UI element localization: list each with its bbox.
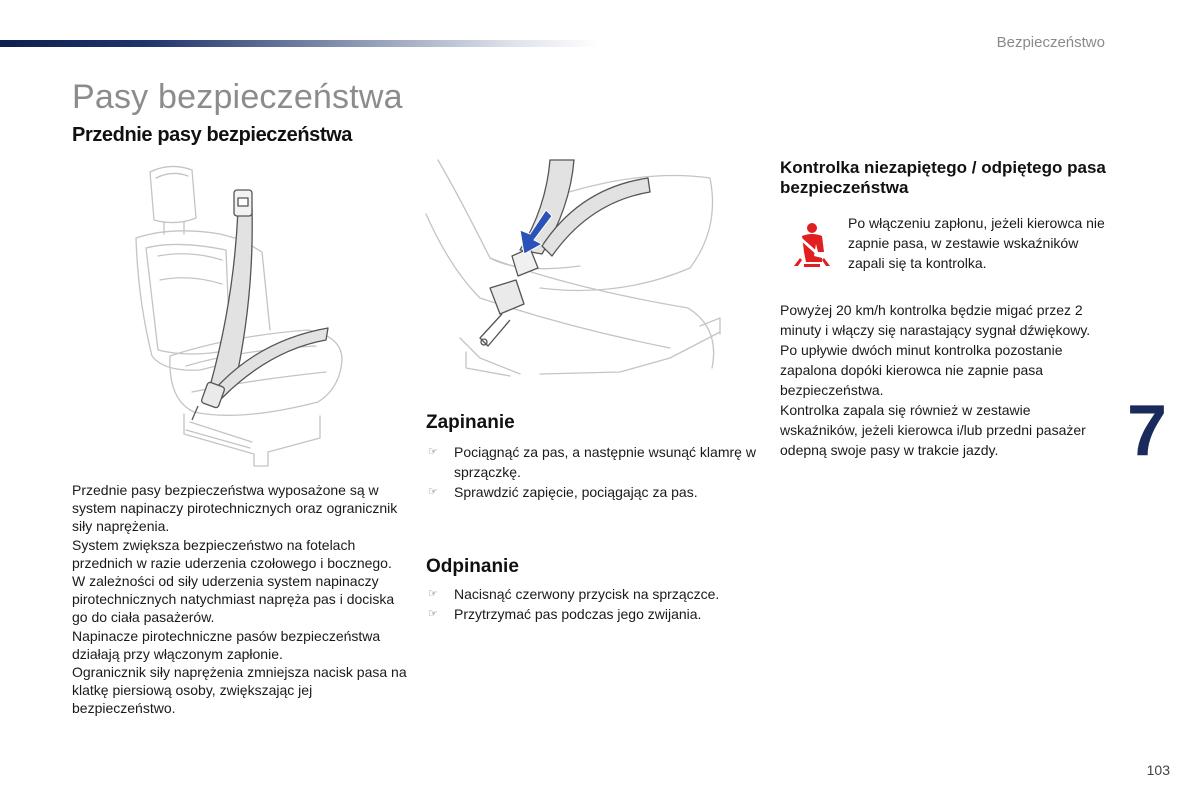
header-accent-bar (0, 40, 600, 47)
step-text: Nacisnąć czerwony przycisk na sprzączce. (454, 586, 720, 602)
warning-light-heading: Kontrolka niezapiętego / odpiętego pasa bezpieczeństwa (780, 158, 1106, 197)
paragraph: Napinacze pirotechniczne pasów bezpieczeństwa działają przy włączonym zapłonie. (72, 627, 381, 662)
page-subtitle: Przednie pasy bezpieczeństwa (72, 124, 353, 146)
fastening-heading: Zapinanie (426, 412, 515, 433)
paragraph: Kontrolka zapala się również w zestawie wskaźników, jeżeli kierowca i/lub przedni pasażer odepną swoje pasy w trakcie jazdy. (780, 402, 1086, 458)
paragraph: Ogranicznik siły naprężenia zmniejsza nacisk pasa na klatkę piersiową osoby, zwiększając jej bezpieczeństwo. (72, 664, 407, 717)
pointing-hand-icon: ☞ (428, 446, 438, 458)
list-item (426, 442, 756, 482)
step-text: Sprawdzić zapięcie, pociągając za pas. (454, 484, 698, 500)
unfastening-steps (426, 584, 756, 624)
pointing-hand-icon: ☞ (428, 608, 438, 620)
step-text: Przytrzymać pas podczas jego zwijania. (454, 606, 702, 622)
list-item (426, 604, 756, 624)
paragraph: System zwiększa bezpieczeństwo na fotelach przednich w razie uderzenia czołowego i bocznego. W zależności od siły uderzenia system napinaczy pirotechnicznych natychmiast napręża pas i dociska go do ciała pasażerów. (72, 536, 395, 626)
step-text: Pociągnąć za pas, a następnie wsunąć klamrę w sprzączkę. (454, 444, 756, 480)
seatbelt-warning-icon (792, 222, 832, 268)
page-title: Pasy bezpieczeństwa (72, 78, 403, 116)
description-text (72, 481, 407, 718)
insertion-arrow-icon (420, 158, 750, 380)
list-item (426, 482, 756, 502)
fastening-steps (426, 442, 756, 502)
list-item (426, 584, 756, 604)
pointing-hand-icon: ☞ (428, 486, 438, 498)
paragraph: Powyżej 20 km/h kontrolka będzie migać przez 2 minuty i włączy się narastający sygnał dźwiękowy. Po upływie dwóch minut kontrolka pozostanie zapalona dopóki kierowca nie zapnie pasa bezpieczeństwa. (780, 302, 1091, 398)
chapter-number: 7 (1127, 391, 1168, 471)
warning-details (780, 300, 1110, 460)
unfastening-heading: Odpinanie (426, 556, 519, 577)
pointing-hand-icon: ☞ (428, 588, 438, 600)
buckle-insertion-illustration (420, 158, 750, 380)
page-number: 103 (1146, 762, 1170, 778)
warning-description: Po włączeniu zapłonu, jeżeli kierowca nie zapnie pasa, w zestawie wskaźników zapali się ta kontrolka. (848, 215, 1105, 271)
section-title: Bezpieczeństwo (996, 34, 1105, 51)
paragraph: Przednie pasy bezpieczeństwa wyposażone są w system napinaczy pirotechnicznych oraz ogranicznik siły naprężenia. (72, 482, 398, 535)
seat-belt-illustration (130, 160, 360, 470)
